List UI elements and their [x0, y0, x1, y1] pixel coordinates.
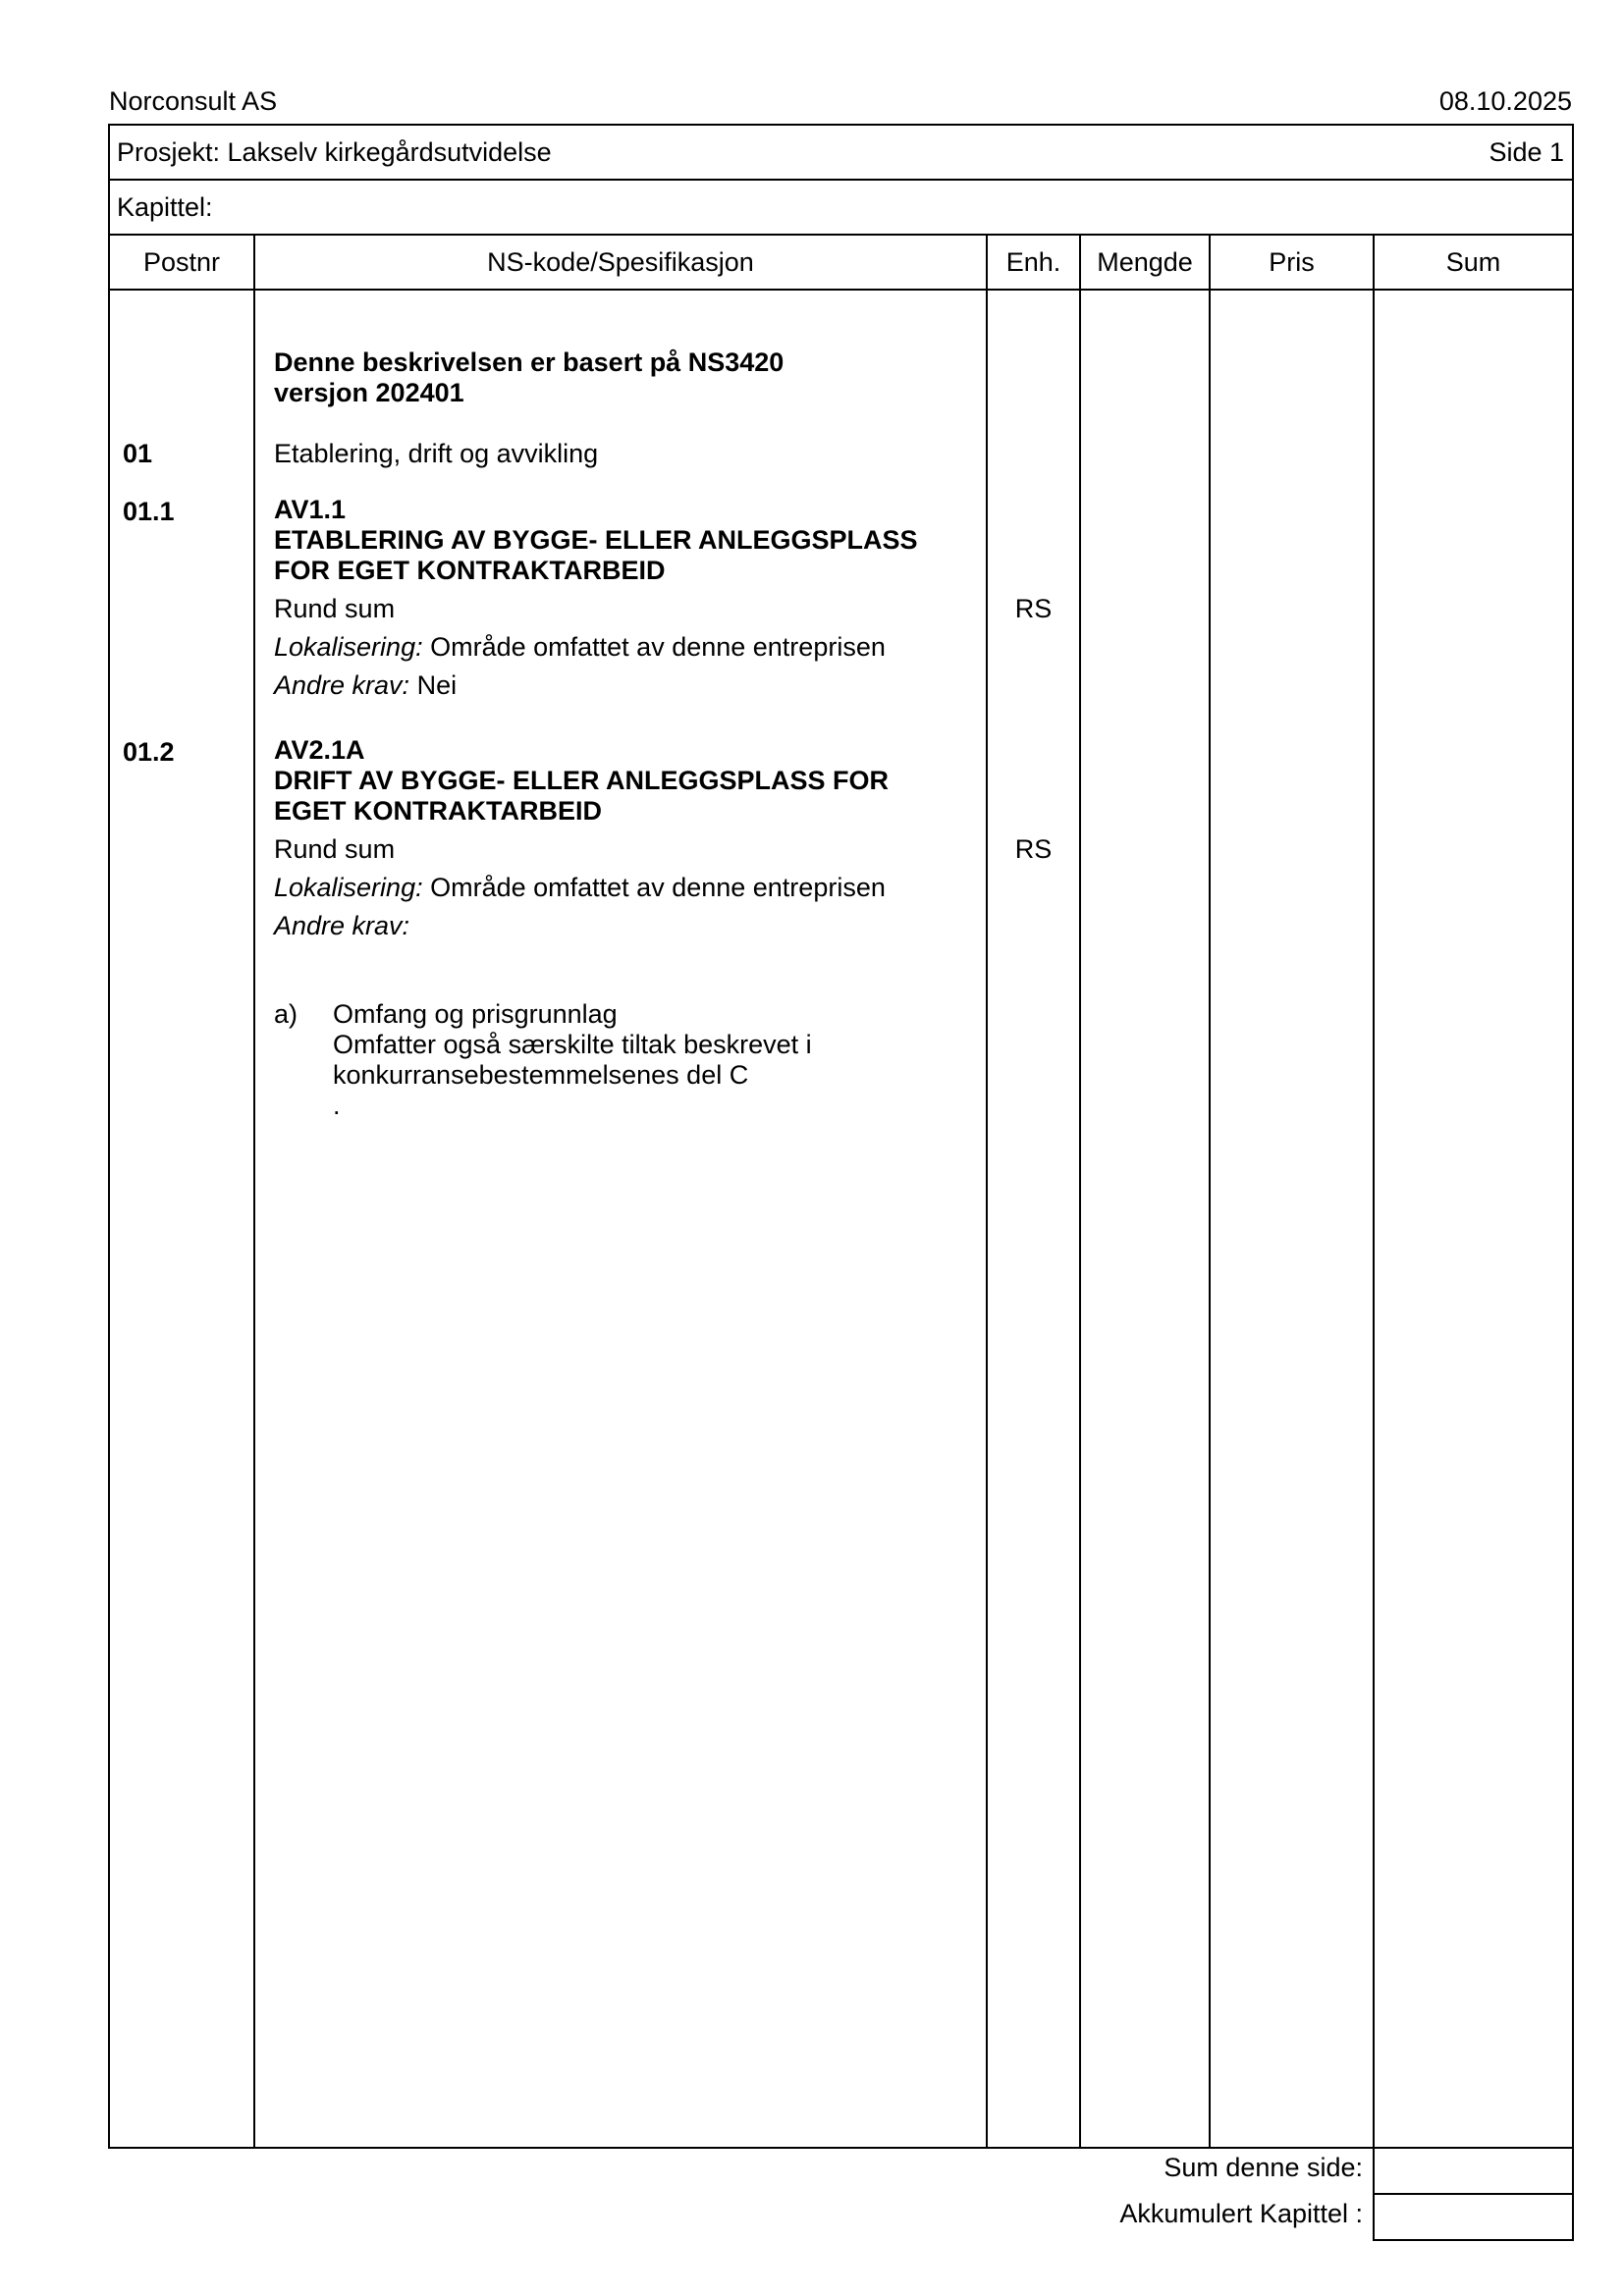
item-postnr: 01.1: [123, 497, 175, 526]
item-title-line-1: ETABLERING AV BYGGE- ELLER ANLEGGSPLASS: [274, 525, 918, 555]
item-postnr: 01.2: [123, 737, 175, 767]
location-label: Lokalisering:: [274, 632, 423, 662]
sub-point-line-1: Omfang og prisgrunnlag: [333, 999, 618, 1029]
project-label: Prosjekt: Lakselv kirkegårdsutvidelse: [117, 137, 552, 167]
frame-left-line: [108, 124, 110, 2149]
col-divider-unit: [1079, 234, 1081, 2149]
column-header-postnr: Postnr: [142, 247, 221, 277]
chapter-bottom-line: [108, 234, 1574, 236]
column-header-quantity: Mengde: [1097, 247, 1193, 277]
item-unit: RS: [1014, 594, 1053, 623]
col-divider-postnr: [253, 234, 255, 2149]
location-label: Lokalisering:: [274, 873, 423, 902]
column-header-unit: Enh.: [1005, 247, 1061, 277]
item-title-line-2: FOR EGET KONTRAKTARBEID: [274, 556, 666, 585]
col-divider-spec: [986, 234, 988, 2149]
project-bottom-line: [108, 179, 1574, 181]
sum-page-label: Sum denne side:: [1164, 2153, 1363, 2182]
item-title-line-1: DRIFT AV BYGGE- ELLER ANLEGGSPLASS FOR: [274, 766, 890, 795]
item-location: [274, 873, 886, 903]
sub-point-line-3: konkurransebestemmelsenes del C: [333, 1060, 749, 1090]
item-unit: RS: [1014, 834, 1053, 864]
col-divider-price: [1373, 234, 1375, 2149]
summary-box-middle-line: [1373, 2193, 1574, 2195]
chapter-label: Kapittel:: [117, 192, 213, 222]
document-date: 08.10.2025: [1438, 86, 1572, 116]
location-value: Område omfattet av denne entreprisen: [422, 632, 886, 662]
item-other-requirements: [274, 670, 457, 701]
location-value: Område omfattet av denne entreprisen: [422, 873, 886, 902]
accumulated-chapter-label: Akkumulert Kapittel :: [1119, 2199, 1363, 2228]
item-other-requirements: [274, 911, 409, 941]
company-name: Norconsult AS: [109, 86, 278, 116]
sub-point-line-2: Omfatter også særskilte tiltak beskrevet i: [333, 1030, 812, 1059]
summary-box-bottom-line: [1373, 2239, 1574, 2241]
frame-top-line: [108, 124, 1574, 126]
column-header-spec: NS-kode/Spesifikasjon: [487, 247, 754, 277]
col-divider-quantity: [1209, 234, 1211, 2149]
page-number: Side 1: [1489, 137, 1564, 167]
item-location: [274, 632, 886, 663]
column-header-price: Pris: [1269, 247, 1315, 277]
sub-point-line-4: .: [333, 1091, 341, 1120]
intro-line-2: versjon 202401: [274, 378, 464, 407]
item-pricing: Rund sum: [274, 834, 396, 864]
intro-line-1: Denne beskrivelsen er basert på NS3420: [274, 347, 785, 377]
sub-point-marker: a): [274, 999, 298, 1029]
other-requirements-label: Andre krav:: [274, 670, 410, 700]
other-requirements-label: Andre krav:: [274, 911, 410, 940]
column-header-sum: Sum: [1445, 247, 1501, 277]
table-bottom-line: [108, 2147, 1574, 2149]
section-title: Etablering, drift og avvikling: [274, 439, 599, 468]
item-code: AV2.1A: [274, 735, 365, 765]
column-header-bottom-line: [108, 289, 1574, 291]
item-code: AV1.1: [274, 495, 347, 524]
item-title-line-2: EGET KONTRAKTARBEID: [274, 796, 602, 826]
item-pricing: Rund sum: [274, 594, 396, 623]
section-number: 01: [123, 439, 153, 468]
other-requirements-value: Nei: [409, 670, 458, 700]
frame-right-line: [1572, 124, 1574, 2149]
